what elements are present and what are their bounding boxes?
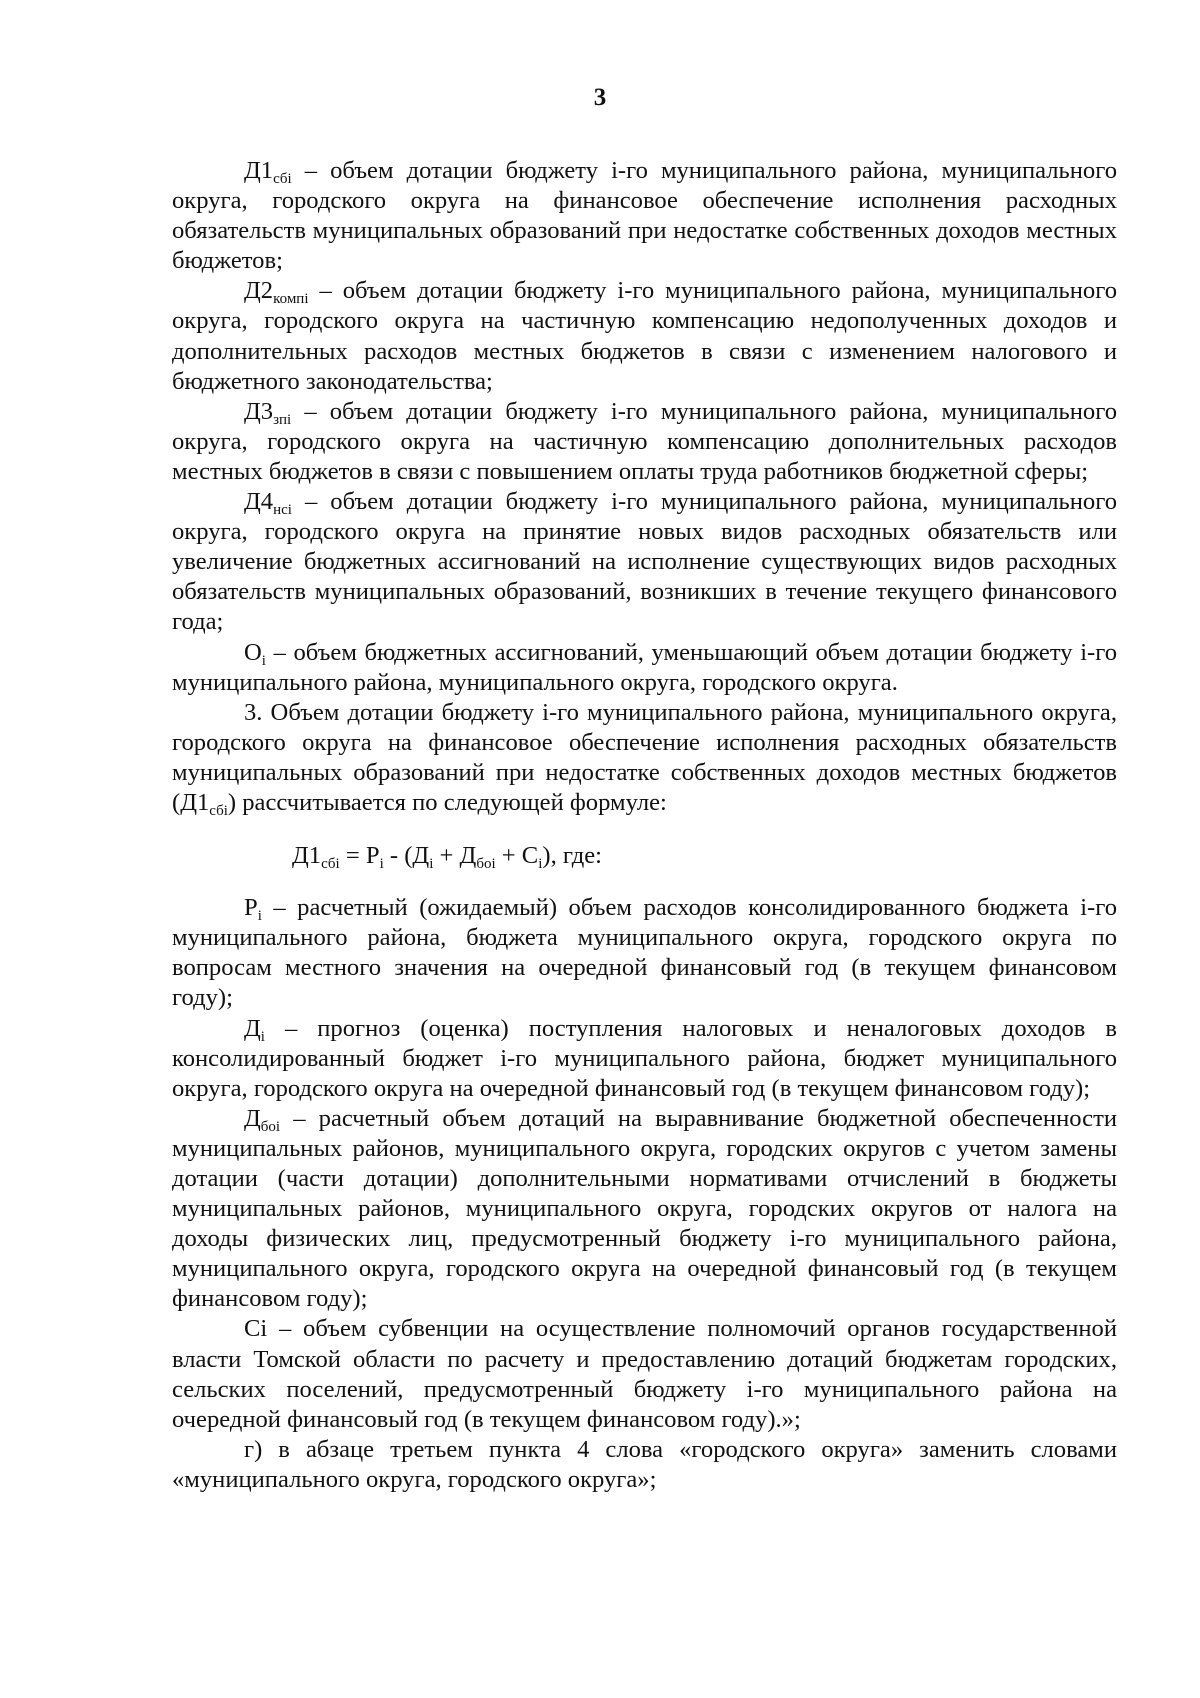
definition-ci: Сi – объем субвенции на осуществление полномочий органов государственной власти Томской области по расчету и предоставлению дотаций бюджетам городских, сельских поселений, предусмотренный бюджету i-го муниципального района на очередной финансовый год (в текущем финансовом году).»; xyxy=(172,1315,1117,1433)
definition-di: $Д_i$ – прогноз (оценка) поступления налоговых и неналоговых доходов в консолидированный бюджет i-го муниципального района, бюджет муниципального округа, городского округа на очередной финансовый год (в текущем финансовом году); xyxy=(172,1014,1117,1102)
item-3-paragraph: 3. Объем дотации бюджету i-го муниципального района, муниципального округа, городского округа на финансовое обеспечение исполнения расходных обязательств муниципальных образований при недостатке собственных доходов местных бюджетов $(Д1_{сбi})$ рассчитывается по следующей формуле: xyxy=(172,698,1117,819)
document-body xyxy=(172,156,1117,1495)
formula: $Д1_{сбi} = Р_i - (Д_i + Д_{боi} + С_i)$, где: xyxy=(292,842,603,873)
page-number: 3 xyxy=(593,84,607,111)
definition-d2: $Д2_{компi}$ – объем дотации бюджету i-го муниципального района, муниципального округа, городского округа на частичную компенсацию недополученных доходов и дополнительных расходов местных бюджетов в связи с изменением налогового и бюджетного законодательства; xyxy=(172,277,1117,395)
definition-d1: $Д1_{сбi}$ – объем дотации бюджету i-го муниципального района, муниципального округа, городского округа на финансовое обеспечение исполнения расходных обязательств муниципальных образований при недостатке собственных доходов местных бюджетов; xyxy=(172,157,1117,275)
definition-o: $О_i$ – объем бюджетных ассигнований, уменьшающий объем дотации бюджету i-го муниципального района, муниципального округа, городского округа. xyxy=(172,638,1117,696)
definition-d4: $Д4_{нсi}$ – объем дотации бюджету i-го муниципального района, муниципального округа, городского округа на принятие новых видов расходных обязательств или увеличение бюджетных ассигнований на исполнение существующих видов расходных обязательств муниципальных образований, возникших в течение текущего финансового года; xyxy=(172,488,1117,636)
item-g-paragraph: г) в абзаце третьем пункта 4 слова «городского округа» заменить словами «муниципального округа, городского округа»; xyxy=(172,1435,1117,1493)
definition-d3: $Д3_{зпi}$ – объем дотации бюджету i-го муниципального района, муниципального округа, городского округа на частичную компенсацию дополнительных расходов местных бюджетов в связи с повышением оплаты труда работников бюджетной сферы; xyxy=(172,397,1117,485)
definition-p: $Р_i$ – расчетный (ожидаемый) объем расходов консолидированного бюджета i-го муниципального района, бюджета муниципального округа, городского округа по вопросам местного значения на очередной финансовый год (в текущем финансовом году); xyxy=(172,894,1117,1012)
definition-dbo: $Д_{боi}$ – расчетный объем дотаций на выравнивание бюджетной обеспеченности муниципальных районов, муниципального округа, городских округов с учетом замены дотации (части дотации) дополнительными нормативами отчислений в бюджеты муниципальных районов, муниципального округа, городских округов от налога на доходы физических лиц, предусмотренный бюджету i-го муниципального района, муниципального округа, городского округа на очередной финансовый год (в текущем финансовом году); xyxy=(172,1104,1117,1313)
